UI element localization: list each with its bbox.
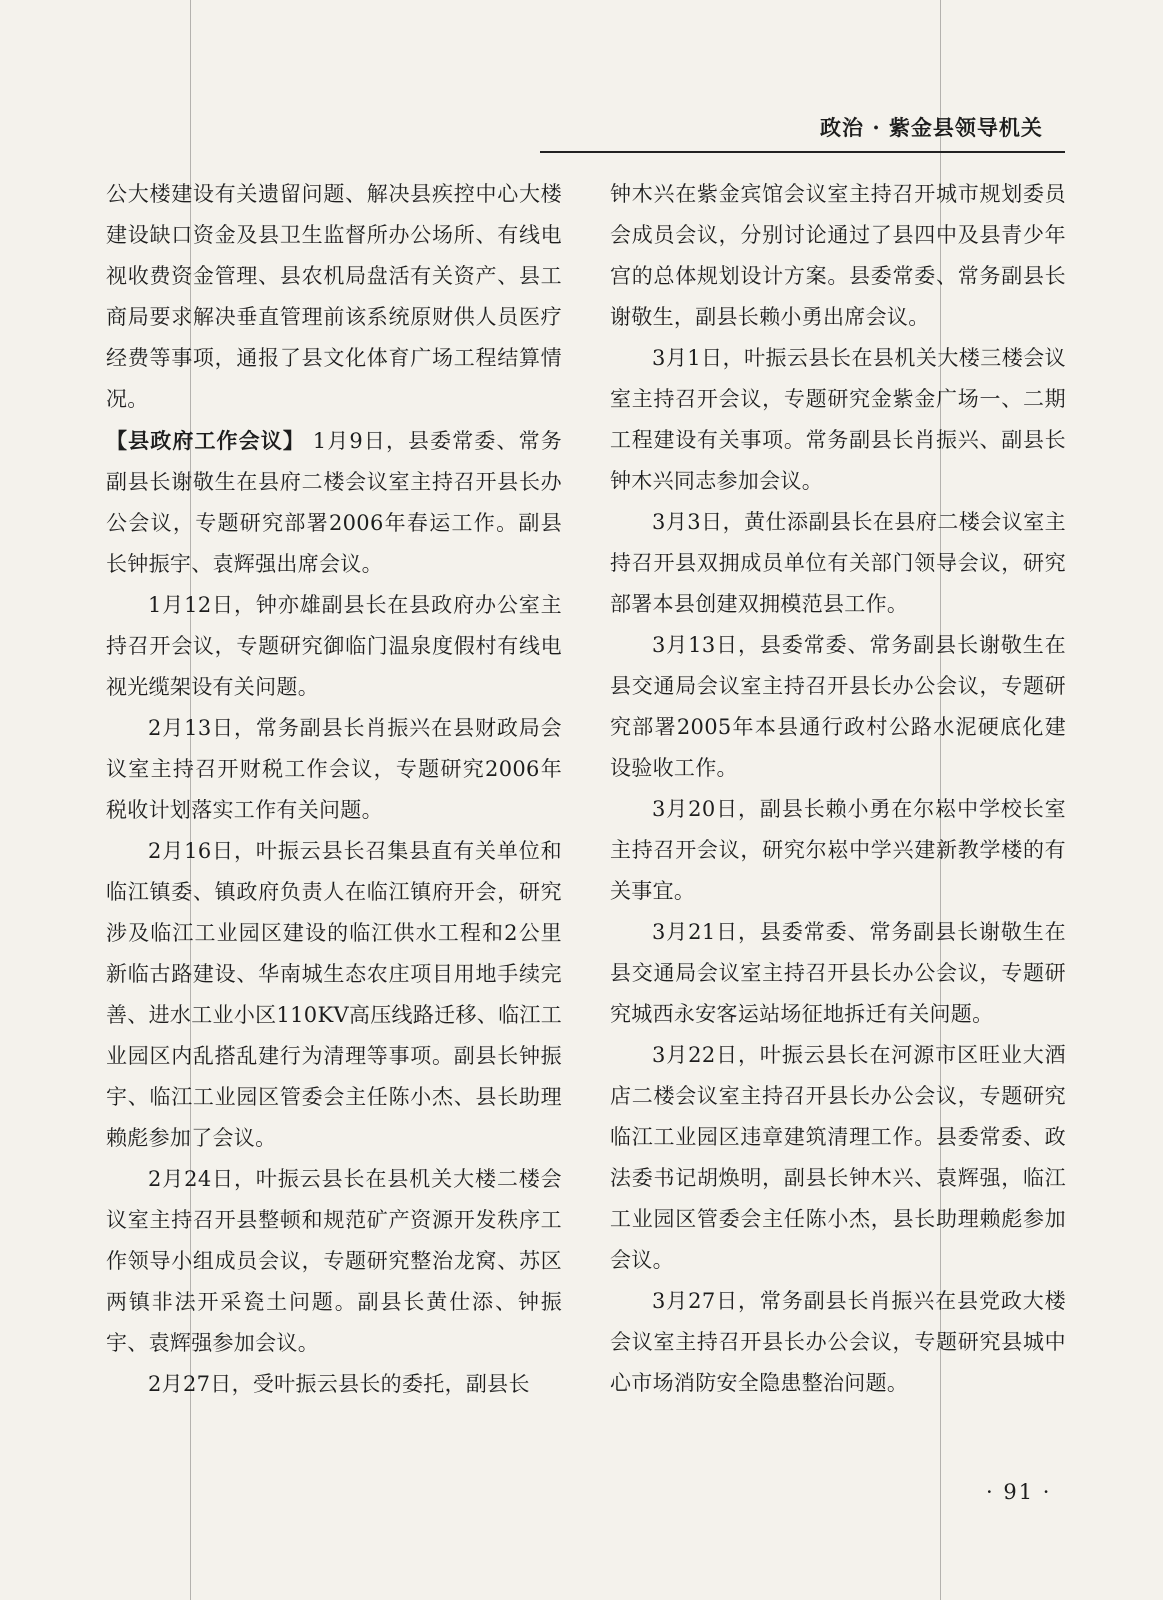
paragraph [106, 831, 562, 1159]
paragraph-text: 公大楼建设有关遗留问题、解决县疾控中心大楼建设缺口资金及县卫生监督所办公场所、有线电视收费资金管理、县农机局盘活有关资产、县工商局要求解决垂直管理前该系统原财供人员医疗经费等事项，通报了县文化体育广场工程结算情况。 [106, 182, 562, 411]
paragraph [106, 420, 562, 585]
header-rule [540, 151, 1065, 153]
paragraph [610, 912, 1066, 1035]
left-column [106, 174, 562, 1405]
paragraph-text: 3月13日，县委常委、常务副县长谢敬生在县交通局会议室主持召开县长办公会议，专题研究部署2005年本县通行政村公路水泥硬底化建设验收工作。 [610, 633, 1066, 780]
paragraph-text: 1月9日，县委常委、常务副县长谢敬生在县府二楼会议室主持召开县长办公会议，专题研究部署2006年春运工作。副县长钟振宇、袁辉强出席会议。 [106, 429, 563, 576]
paragraph-text: 2月16日，叶振云县长召集县直有关单位和临江镇委、镇政府负责人在临江镇府开会，研究涉及临江工业园区建设的临江供水工程和2公里新临古路建设、华南城生态农庄项目用地手续完善、进水工业小区110KV高压线路迁移、临江工业园区内乱搭乱建行为清理等事项。副县长钟振宇、临江工业园区管委会主任陈小杰、县长助理赖彪参加了会议。 [106, 839, 562, 1150]
paragraph-text: 2月27日，受叶振云县长的委托，副县长 [148, 1372, 530, 1396]
section-heading: 【县政府工作会议】 [106, 428, 305, 453]
header-separator: · [872, 115, 881, 140]
paragraph-text: 3月22日，叶振云县长在河源市区旺业大酒店二楼会议室主持召开县长办公会议，专题研究临江工业园区违章建筑清理工作。县委常委、政法委书记胡焕明，副县长钟木兴、袁辉强，临江工业园区管委会主任陈小杰，县长助理赖彪参加会议。 [610, 1043, 1066, 1272]
paragraph-text: 3月27日，常务副县长肖振兴在县党政大楼会议室主持召开县长办公会议，专题研究县城中心市场消防安全隐患整治问题。 [610, 1289, 1066, 1395]
paragraph [610, 625, 1066, 789]
paragraph [106, 174, 562, 420]
paragraph [106, 1364, 562, 1405]
paragraph-text: 3月21日，县委常委、常务副县长谢敬生在县交通局会议室主持召开县长办公会议，专题研究城西永安客运站场征地拆迁有关问题。 [610, 920, 1066, 1026]
paragraph-text: 钟木兴在紫金宾馆会议室主持召开城市规划委员会成员会议，分别讨论通过了县四中及县青少年宫的总体规划设计方案。县委常委、常务副县长谢敬生，副县长赖小勇出席会议。 [610, 182, 1066, 329]
page-number: · 91 · [986, 1480, 1052, 1504]
paragraph [610, 1035, 1066, 1281]
paragraph-text: 2月24日，叶振云县长在县机关大楼二楼会议室主持召开县整顿和规范矿产资源开发秩序工作领导小组成员会议，专题研究整治龙窝、苏区两镇非法开采瓷土问题。副县长黄仕添、钟振宇、袁辉强参加会议。 [106, 1167, 562, 1355]
header-section: 政治 [820, 115, 864, 140]
right-column [610, 174, 1066, 1404]
paragraph-text: 1月12日，钟亦雄副县长在县政府办公室主持召开会议，专题研究御临门温泉度假村有线电视光缆架设有关问题。 [106, 593, 562, 699]
paragraph [610, 174, 1066, 338]
paragraph [610, 1281, 1066, 1404]
paragraph [106, 708, 562, 831]
header-subsection: 紫金县领导机关 [888, 115, 1043, 140]
paragraph-text: 2月13日，常务副县长肖振兴在县财政局会议室主持召开财税工作会议，专题研究2006年税收计划落实工作有关问题。 [106, 716, 562, 822]
running-header [820, 112, 1043, 142]
paragraph [106, 1159, 562, 1364]
paragraph-text: 3月20日，副县长赖小勇在尔崧中学校长室主持召开会议，研究尔崧中学兴建新教学楼的有关事宜。 [610, 797, 1066, 903]
paragraph [106, 585, 562, 708]
paragraph-text: 3月3日，黄仕添副县长在县府二楼会议室主持召开县双拥成员单位有关部门领导会议，研究部署本县创建双拥模范县工作。 [610, 510, 1066, 616]
paragraph [610, 789, 1066, 912]
paragraph-text: 3月1日，叶振云县长在县机关大楼三楼会议室主持召开会议，专题研究金紫金广场一、二期工程建设有关事项。常务副县长肖振兴、副县长钟木兴同志参加会议。 [610, 346, 1066, 493]
paragraph [610, 502, 1066, 625]
paragraph [610, 338, 1066, 502]
